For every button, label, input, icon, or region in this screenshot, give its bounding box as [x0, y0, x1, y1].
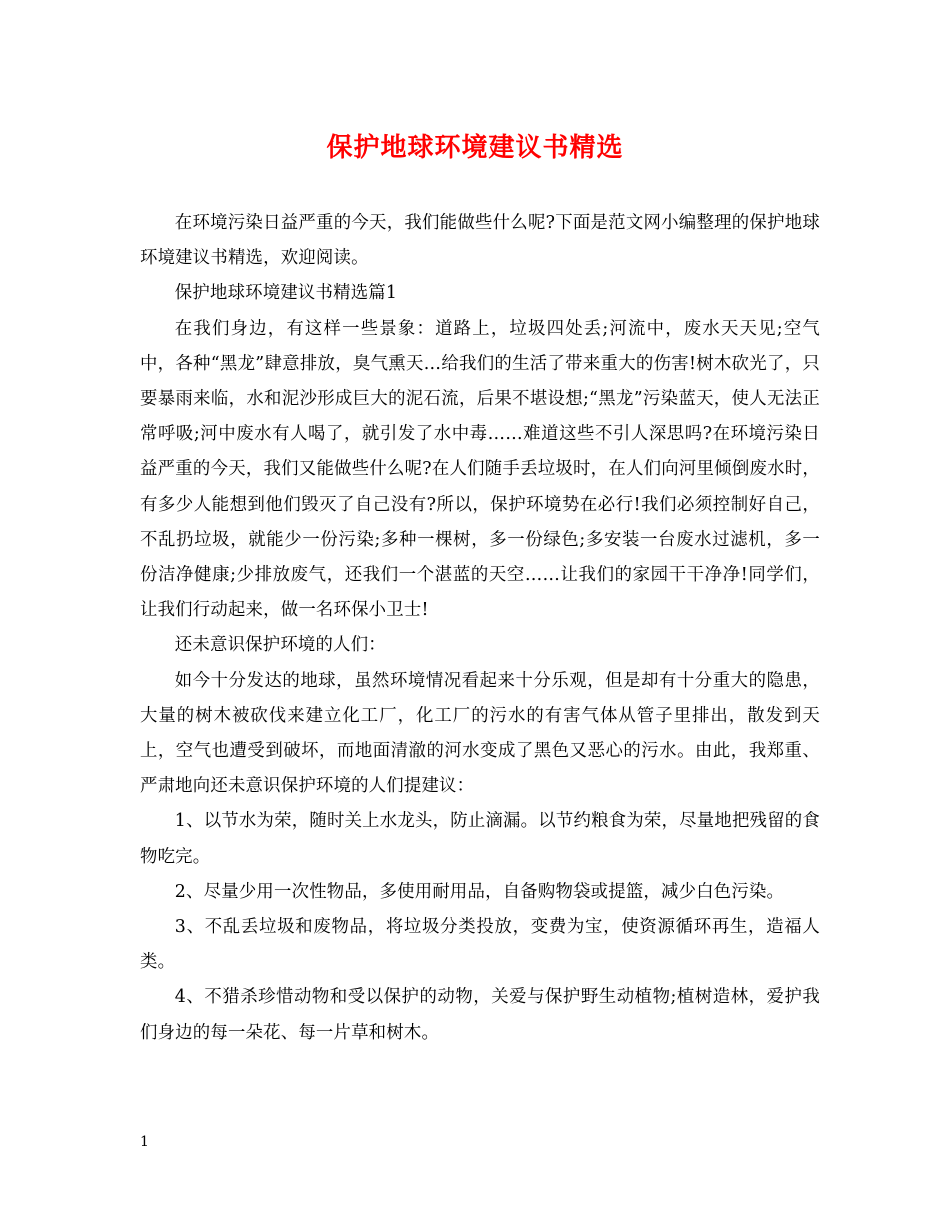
body-paragraph: 在我们身边，有这样一些景象：道路上，垃圾四处丢;河流中，废水天天见;空气中，各种“黑龙”肆意排放，臭气熏天…给我们的生活了带来重大的伤害!树木砍光了，只要暴雨来临，水和泥沙形成巨大的泥石流，后果不堪设想;“黑龙”污染蓝天，使人无法正常呼吸;河中废水有人喝了，就引发了水中毒……难道这些不引人深思吗?在环境污染日益严重的今天，我们又能做些什么呢?在人们随手丢垃圾时，在人们向河里倾倒废水时，有多少人能想到他们毁灭了自己没有?所以，保护环境势在必行!我们必须控制好自己，不乱扔垃圾，就能少一份污染;多种一棵树，多一份绿色;多安装一台废水过滤机，多一份洁净健康;少排放废气，还我们一个湛蓝的天空……让我们的家园干干净净!同学们，让我们行动起来，做一名环保小卫士! [140, 318, 820, 621]
document-title: 保护地球环境建议书精选 [326, 133, 624, 163]
section-heading: 保护地球环境建议书精选篇1 [174, 283, 398, 304]
page-number: 1 [140, 1134, 149, 1150]
document-body [140, 206, 820, 1051]
body-paragraph: 如今十分发达的地球，虽然环境情况看起来十分乐观，但是却有十分重大的隐患，大量的树木被砍伐来建立化工厂，化工厂的污水的有害气体从管子里排出，散发到天上，空气也遭受到破坏，而地面清澈的河水变成了黑色又恶心的污水。由此，我郑重、严肃地向还未意识保护环境的人们提建议： [140, 670, 820, 797]
suggestion-item: 1、以节水为荣，随时关上水龙头，防止滴漏。以节约粮食为荣，尽量地把残留的食物吃完。 [140, 811, 820, 867]
suggestion-item: 2、尽量少用一次性物品，多使用耐用品，自备购物袋或提篮，减少白色污染。 [174, 881, 785, 902]
suggestion-item: 4、不猎杀珍惜动物和受以保护的动物，关爱与保护野生动植物;植树造林，爱护我们身边的每一朵花、每一片草和树木。 [140, 987, 820, 1043]
intro-paragraph: 在环境污染日益严重的今天，我们能做些什么呢?下面是范文网小编整理的保护地球环境建议书精选，欢迎阅读。 [140, 213, 820, 269]
suggestion-item: 3、不乱丢垃圾和废物品，将垃圾分类投放，变费为宝，使资源循环再生，造福人类。 [140, 917, 820, 973]
salutation-paragraph: 还未意识保护环境的人们： [174, 635, 386, 656]
